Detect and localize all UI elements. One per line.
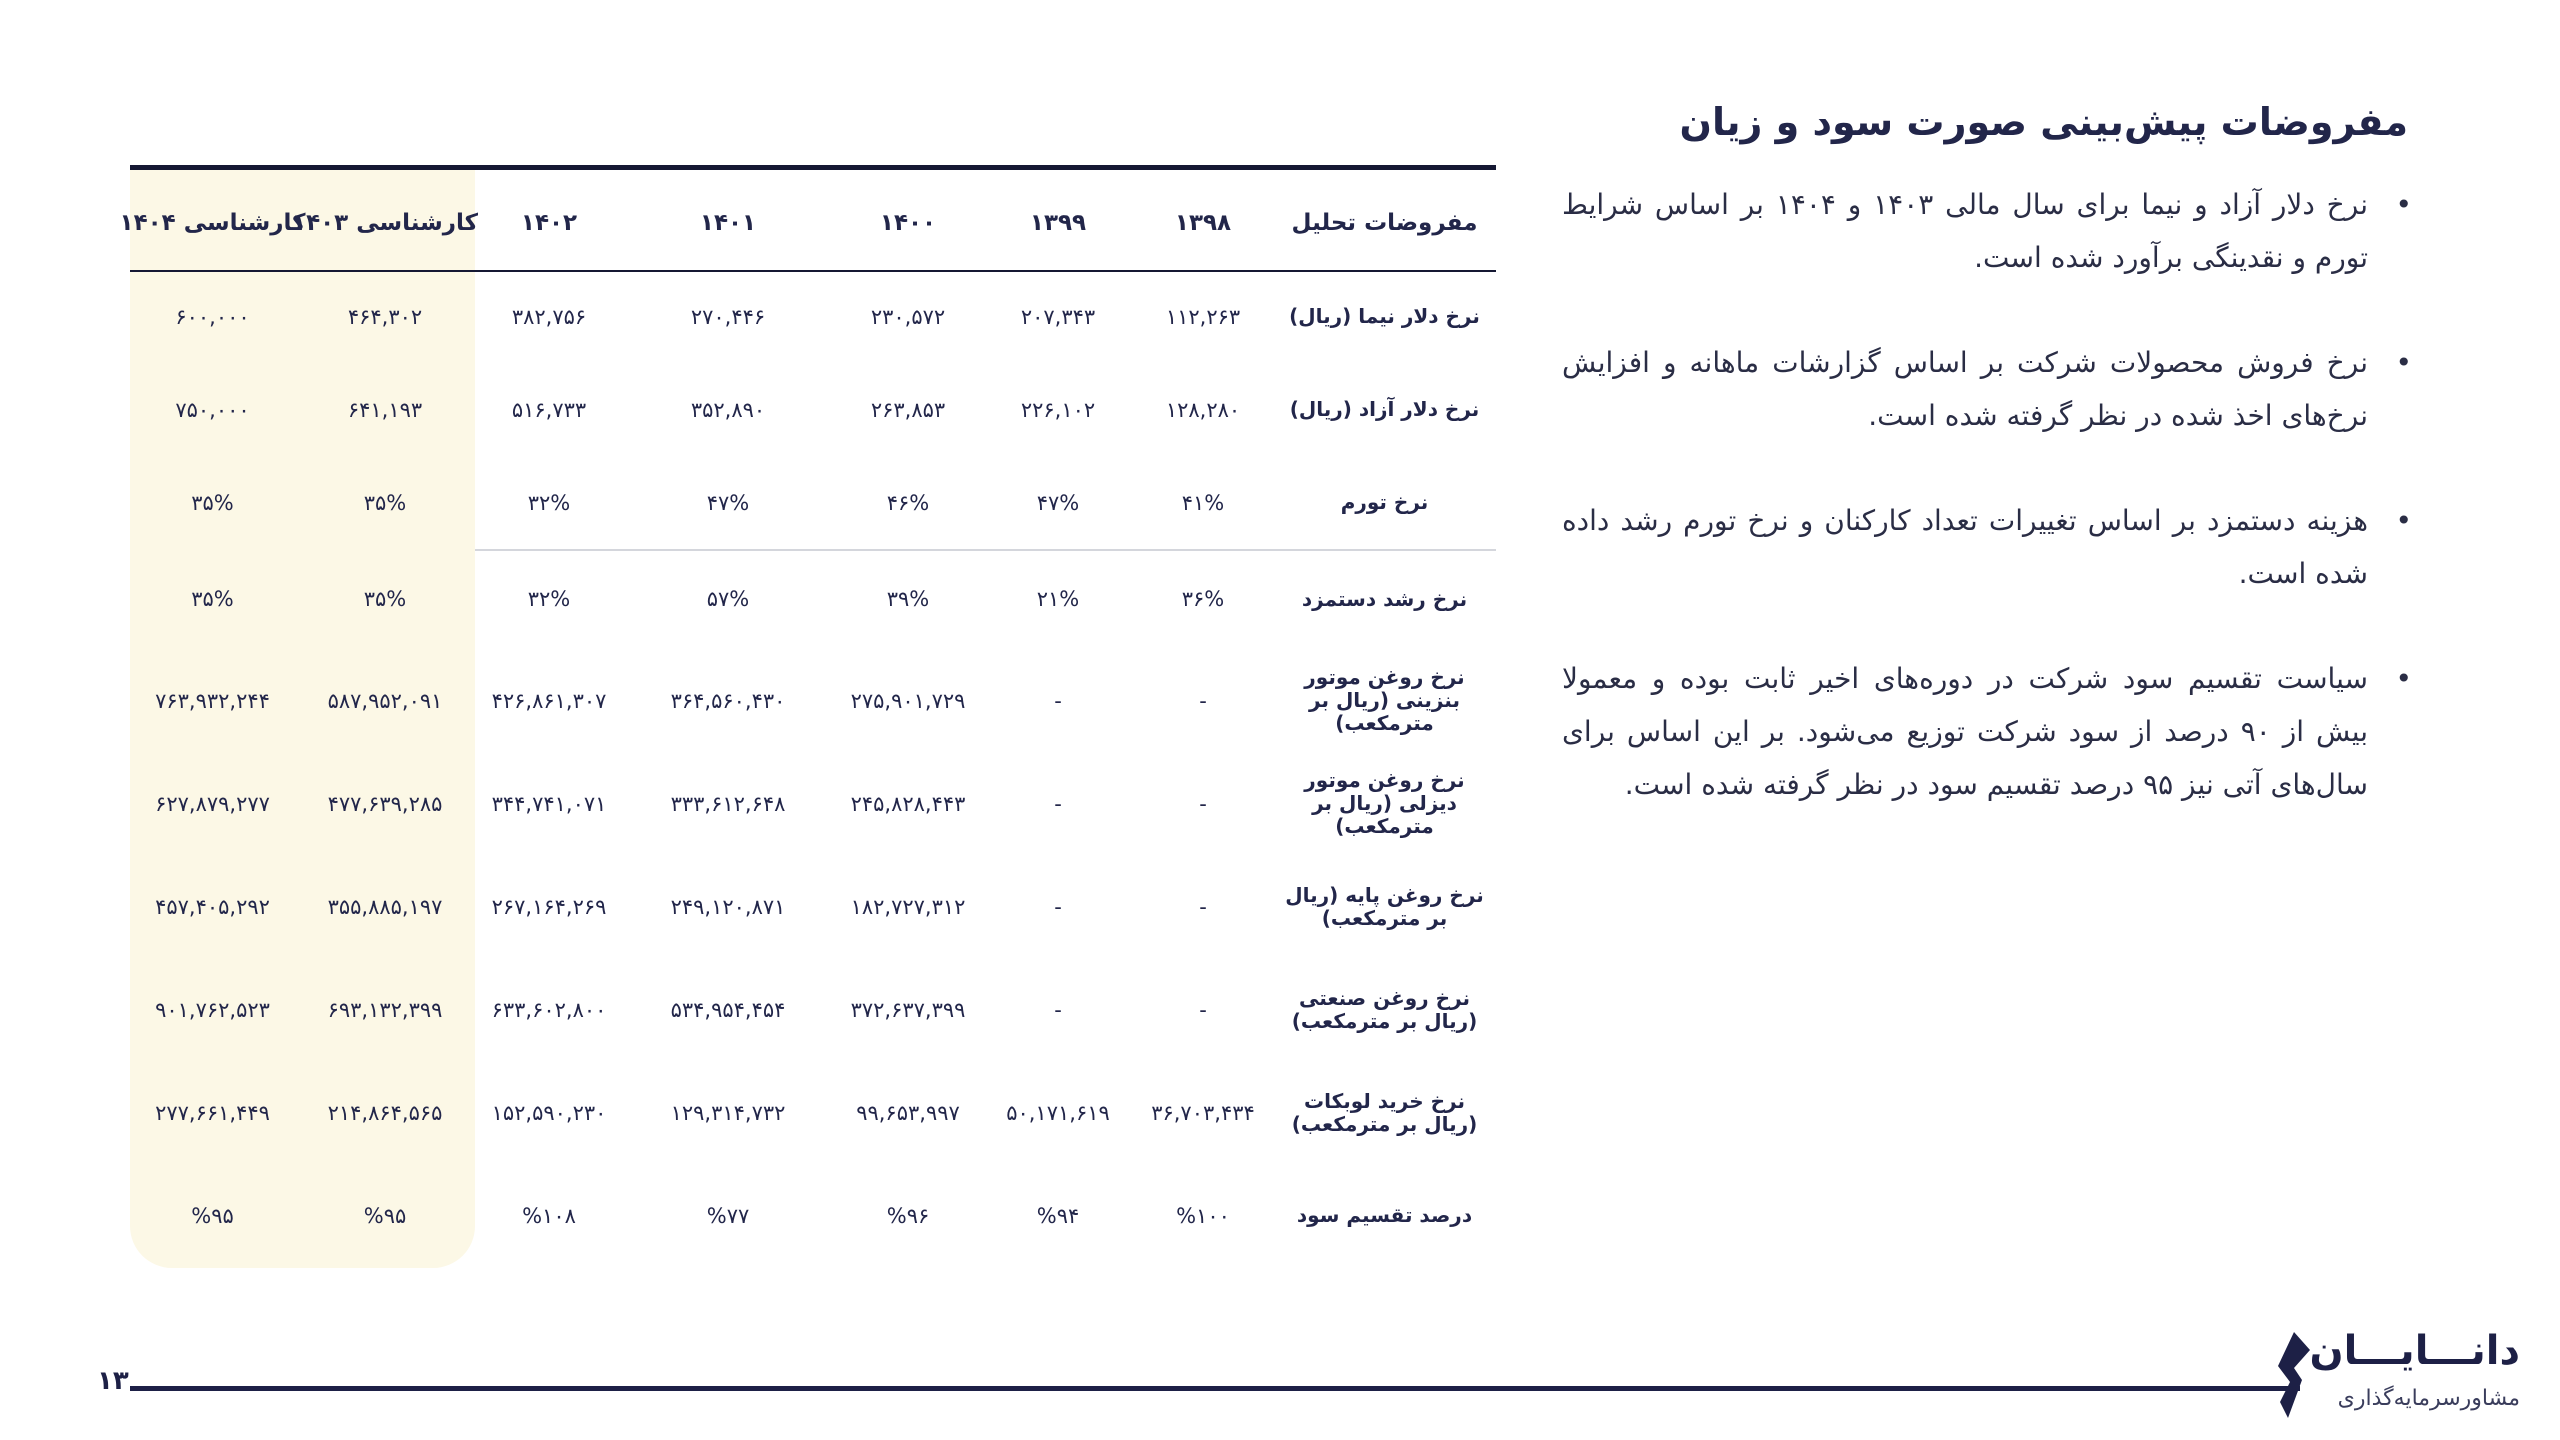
- table-cell: ۵۷%: [706, 587, 750, 611]
- row-label: نرخ روغن موتور دیزلی (ریال بر مترمکعب): [1304, 768, 1465, 838]
- row-label: نرخ دلار آزاد (ریال): [1289, 397, 1480, 421]
- bullet-text: نرخ فروش محصولات شرکت بر اساس گزارشات ماهانه و افزایش نرخ‌های اخذ شده در نظر گرفته شده است.: [1562, 346, 2368, 432]
- table-cell: -: [1199, 688, 1207, 713]
- table-cell: %۹۴: [1036, 1203, 1080, 1228]
- table-cell: ۳۵۵,۸۸۵,۱۹۷: [327, 894, 443, 919]
- table-cell: %۹۵: [363, 1203, 407, 1228]
- table-cell: %۱۰۸: [522, 1203, 576, 1228]
- table-cell: ۳۲%: [527, 587, 571, 611]
- table-cell: ۴۲۶,۸۶۱,۳۰۷: [491, 688, 607, 713]
- table-cell: ۱۱۲,۲۶۳: [1165, 304, 1241, 329]
- table-cell: ۴۵۷,۴۰۵,۲۹۲: [155, 894, 270, 919]
- row-label: نرخ روغن موتور بنزینی (ریال بر مترمکعب): [1304, 665, 1465, 735]
- table-cell: ۶۳۳,۶۰۲,۸۰۰: [491, 997, 607, 1022]
- table-cell: ۹۹,۶۵۳,۹۹۷: [856, 1100, 960, 1125]
- row-label: نرخ دلار نیما (ریال): [1289, 304, 1480, 328]
- table-cell: ۲۷۵,۹۰۱,۷۲۹: [850, 688, 966, 713]
- column-header: ۱۴۰۰: [879, 210, 937, 236]
- table-cell: ۳۶۴,۵۶۰,۴۳۰: [670, 688, 786, 713]
- table-cell: ۴۷%: [706, 490, 750, 515]
- table-cell: ۳۶%: [1181, 587, 1225, 611]
- table-cell: ۴۷۷,۶۳۹,۲۸۵: [327, 791, 443, 816]
- table-cell: ۴۶%: [886, 490, 930, 515]
- table-cell: ۷۵۰,۰۰۰: [175, 397, 250, 422]
- page-title: مفروضات پیش‌بینی صورت سود و زیان: [1679, 100, 2408, 144]
- bullet-text: سیاست تقسیم سود شرکت در دوره‌های اخیر ثابت بوده و معمولا بیش از ۹۰ درصد از سود شرکت توزیع می‌شود. بر این اساس برای سال‌های آتی نیز ۹۵ درصد تقسیم سود در نظر گرفته شده است.: [1562, 662, 2368, 801]
- table-cell: ۳۹%: [886, 587, 930, 611]
- table-cell: ۲۴۵,۸۲۸,۴۴۳: [850, 791, 966, 816]
- bullet-item: [1562, 652, 2412, 811]
- table-cell: ۲۱۴,۸۶۴,۵۶۵: [327, 1100, 443, 1125]
- table-cell: ۵۳۴,۹۵۴,۴۵۴: [670, 997, 786, 1022]
- row-label: نرخ خرید لوبکات (ریال بر مترمکعب): [1291, 1088, 1478, 1136]
- table-cell: ۲۳۰,۵۷۲: [870, 304, 946, 329]
- bullet-marker: •: [2395, 346, 2412, 379]
- table-cell: %۷۷: [706, 1203, 750, 1228]
- table-cell: %۹۶: [886, 1203, 930, 1228]
- row-label: نرخ رشد دستمزد: [1301, 586, 1468, 611]
- table-cell: ۷۶۳,۹۳۲,۲۴۴: [155, 688, 270, 713]
- table-cell: -: [1054, 894, 1062, 919]
- row-label: نرخ روغن پایه (ریال بر مترمکعب): [1285, 882, 1484, 930]
- table-cell: ۴۶۴,۳۰۲: [347, 304, 423, 329]
- table-cell: ۴۷%: [1036, 490, 1080, 515]
- column-header: ۱۴۰۲: [520, 210, 578, 236]
- table-cell: -: [1199, 894, 1207, 919]
- table-cell: ۲۶۳,۸۵۳: [870, 397, 946, 422]
- table-cell: ۶۰۰,۰۰۰: [175, 304, 250, 329]
- table-cell: -: [1199, 997, 1207, 1022]
- table-cell: ۲۲۶,۱۰۲: [1020, 397, 1096, 422]
- table-cell: ۵۰,۱۷۱,۶۱۹: [1006, 1100, 1110, 1125]
- row-label: درصد تقسیم سود: [1296, 1203, 1473, 1227]
- table-cell: ۲۰۷,۳۴۳: [1020, 304, 1096, 329]
- column-header: ۱۳۹۸: [1174, 210, 1232, 236]
- table-cell: ۱۲۹,۳۱۴,۷۳۲: [670, 1100, 786, 1125]
- column-header: ۱۴۰۱: [699, 210, 757, 236]
- table-cell: ۳۴۴,۷۴۱,۰۷۱: [491, 791, 607, 816]
- bullet-text: هزینه دستمزد بر اساس تغییرات تعداد کارکنان و نرخ تورم رشد داده شده است.: [1562, 504, 2368, 590]
- table-cell: ۶۲۷,۸۷۹,۲۷۷: [155, 791, 270, 816]
- page-number: ۱۳: [97, 1366, 129, 1396]
- logo-wordmark: دانـــایـــان: [2309, 1328, 2520, 1374]
- bullet-marker: •: [2395, 188, 2412, 221]
- assumptions-table: [119, 165, 1496, 1265]
- table-cell: ۹۰۱,۷۶۲,۵۲۳: [155, 997, 270, 1022]
- table-cell: ۳۶,۷۰۳,۴۳۴: [1151, 1100, 1255, 1125]
- table-cell: ۳۵%: [363, 587, 407, 611]
- table-cell: -: [1054, 997, 1062, 1022]
- table-cell: ۳۵%: [191, 490, 234, 515]
- table-cell: ۱۸۲,۷۲۷,۳۱۲: [850, 894, 966, 919]
- table-cell: ۳۵%: [191, 587, 234, 611]
- bullet-item: [1562, 336, 2412, 442]
- logo-subtitle: مشاورسرمایه‌گذاری: [2337, 1386, 2520, 1411]
- table-cell: ۲۶۷,۱۶۴,۲۶۹: [491, 894, 607, 919]
- table-cell: %۱۰۰: [1176, 1203, 1230, 1228]
- bullet-item: [1562, 494, 2412, 600]
- table-cell: ۵۸۷,۹۵۲,۰۹۱: [327, 688, 443, 713]
- table-cell: ۲۱%: [1036, 587, 1080, 611]
- table-cell: -: [1199, 791, 1207, 816]
- header-label-column: مفروضات تحلیل: [1291, 210, 1478, 236]
- table-cell: ۳۵%: [363, 490, 407, 515]
- table-cell: ۱۵۲,۵۹۰,۲۳۰: [491, 1100, 607, 1125]
- table-cell: ۳۷۲,۶۳۷,۳۹۹: [850, 997, 966, 1022]
- table-grid: [119, 170, 1496, 1267]
- table-cell: ۴۱%: [1181, 490, 1225, 515]
- table-cell: ۱۲۸,۲۸۰: [1165, 397, 1241, 422]
- bullet-text: نرخ دلار آزاد و نیما برای سال مالی ۱۴۰۳ و ۱۴۰۴ بر اساس شرایط تورم و نقدینگی برآورد شده است.: [1562, 188, 2368, 274]
- table-cell: ۳۲%: [527, 490, 571, 515]
- table-cell: ۳۳۳,۶۱۲,۶۴۸: [670, 791, 786, 816]
- row-label: نرخ تورم: [1340, 490, 1429, 514]
- column-header: ۱۳۹۹: [1029, 210, 1087, 236]
- table-cell: ۶۹۳,۱۳۲,۳۹۹: [327, 997, 443, 1022]
- row-label: نرخ روغن صنعتی (ریال بر مترمکعب): [1291, 985, 1478, 1033]
- table-cell: ۳۵۲,۸۹۰: [690, 397, 766, 422]
- logo-chevron-icon: [2276, 1332, 2310, 1418]
- table-cell: ۲۴۹,۱۲۰,۸۷۱: [670, 894, 786, 919]
- table-cell: -: [1054, 688, 1062, 713]
- table-cell: ۵۱۶,۷۳۳: [511, 397, 587, 422]
- table-cell: ۲۷۷,۶۶۱,۴۴۹: [155, 1100, 270, 1125]
- bullet-marker: •: [2395, 662, 2412, 695]
- table-cell: ۳۸۲,۷۵۶: [511, 304, 587, 329]
- bullet-item: [1562, 178, 2412, 284]
- table-cell: %۹۵: [191, 1203, 234, 1228]
- footer-rule: [130, 1386, 2300, 1391]
- table-cell: ۶۴۱,۱۹۳: [347, 397, 423, 422]
- assumption-bullets: [1562, 178, 2412, 863]
- table-cell: -: [1054, 791, 1062, 816]
- column-header: کارشناسی ۱۴۰۴: [119, 210, 306, 236]
- column-header: کارشناسی ۱۴۰۳: [292, 210, 478, 236]
- table-cell: ۲۷۰,۴۴۶: [690, 304, 766, 329]
- bullet-marker: •: [2395, 504, 2412, 537]
